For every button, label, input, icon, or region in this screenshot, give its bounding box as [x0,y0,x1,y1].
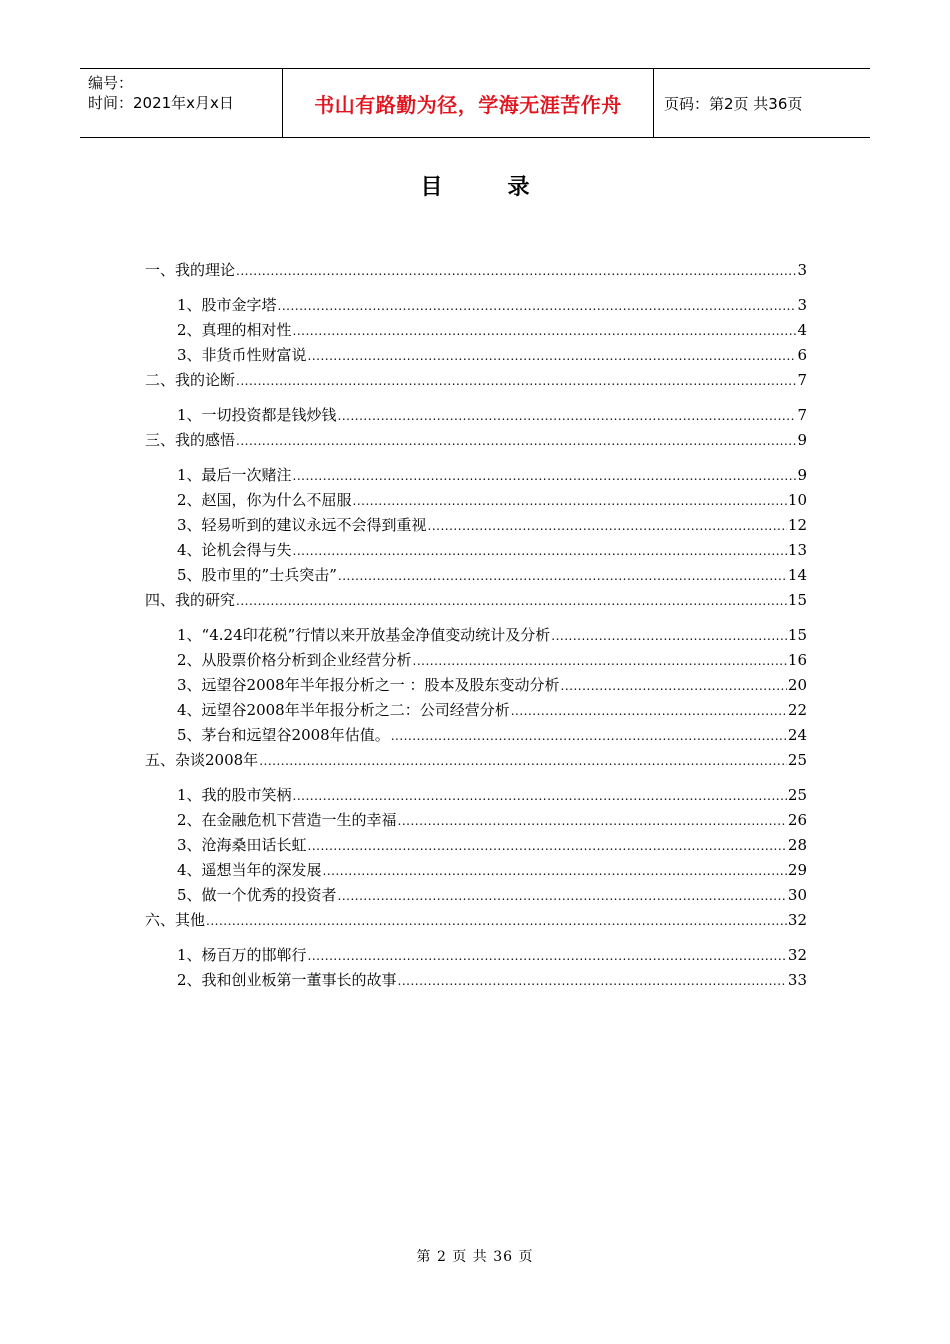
header-page-info: 页码：第2页 共36页 [664,94,803,113]
toc-leader-dots [391,724,787,749]
toc-entry-page-number: 32 [787,946,807,964]
toc-subsection-entry[interactable] [145,883,807,908]
toc-entry-label: 2、真理的相对性 [177,321,292,339]
toc-leader-dots [236,259,796,284]
toc-subsection-entry[interactable] [145,343,807,368]
toc-entry-label: 五、杂谈2008年 [145,751,259,769]
toc-subsection-entry[interactable] [145,943,807,968]
toc-section-entry[interactable] [145,588,807,613]
toc-entry-page-number: 9 [797,431,807,449]
toc-entry-label: 1、我的股市笑柄 [177,786,292,804]
toc-entry-label: 四、我的研究 [145,591,236,609]
toc-leader-dots [259,749,787,774]
toc-entry-label: 3、沧海桑田话长虹 [177,836,307,854]
toc-subsection-entry[interactable] [145,293,807,318]
toc-section-entry[interactable] [145,428,807,453]
toc-leader-dots [308,944,787,969]
toc-leader-dots [551,624,787,649]
toc-entry-page-number: 24 [787,726,807,744]
toc-leader-dots [293,784,787,809]
toc-leader-dots [308,344,797,369]
toc-entry-label: 2、赵国，你为什么不屈服 [177,491,352,509]
toc-subsection-entry[interactable] [145,783,807,808]
toc-entry-page-number: 15 [787,591,807,609]
toc-leader-dots [206,909,787,934]
toc-leader-dots [398,969,787,994]
toc-title [0,170,950,201]
toc-leader-dots [323,859,787,884]
toc-entry-label: 4、遥想当年的深发展 [177,861,322,879]
toc-subsection-entry[interactable] [145,513,807,538]
time-label: 时间：2021年x月x日 [88,94,234,112]
header-motto: 书山有路勤为径，学海无涯苦作舟 [282,69,654,137]
toc-entry-label: 1、股市金字塔 [177,296,277,314]
toc-entry-label: 5、股市里的”士兵突击” [177,566,337,584]
toc-subsection-entry[interactable] [145,968,807,993]
toc-subsection-entry[interactable] [145,403,807,428]
toc-leader-dots [561,674,787,699]
toc-entry-page-number: 16 [787,651,807,669]
toc-entry-label: 2、我和创业板第一董事长的故事 [177,971,397,989]
toc-entry-label: 5、做一个优秀的投资者 [177,886,337,904]
toc-entry-label: 1、杨百万的邯郸行 [177,946,307,964]
toc-leader-dots [511,699,787,724]
toc-subsection-entry[interactable] [145,463,807,488]
toc-entry-page-number: 15 [787,626,807,644]
toc-leader-dots [398,809,787,834]
toc-entry-label: 3、远望谷2008年半年报分析之一 ：股本及股东变动分析 [177,676,560,694]
toc-subsection-entry[interactable] [145,723,807,748]
toc-subsection-entry[interactable] [145,563,807,588]
toc-entry-label: 二、我的论断 [145,371,236,389]
toc-leader-dots [413,649,787,674]
toc-leader-dots [236,369,796,394]
toc-entry-page-number: 6 [797,346,807,364]
toc-entry-page-number: 20 [787,676,807,694]
toc-leader-dots [338,404,797,429]
toc-entry-page-number: 22 [787,701,807,719]
document-header [80,68,870,138]
toc-entry-page-number: 29 [787,861,807,879]
toc-entry-page-number: 9 [797,466,807,484]
toc-entry-page-number: 10 [787,491,807,509]
page-footer: 第 2 页 共 36 页 [416,1249,534,1265]
toc-leader-dots [338,564,787,589]
toc-leader-dots [236,429,796,454]
toc-entry-label: 1、一切投资都是钱炒钱 [177,406,337,424]
toc-entry-label: 三、我的感悟 [145,431,236,449]
table-of-contents [145,258,807,993]
toc-subsection-entry[interactable] [145,318,807,343]
toc-leader-dots [293,464,797,489]
toc-entry-label: 3、轻易听到的建议永远不会得到重视 [177,516,427,534]
toc-subsection-entry[interactable] [145,673,807,698]
toc-entry-page-number: 7 [797,371,807,389]
toc-entry-page-number: 3 [797,261,807,279]
toc-entry-label: 六、其他 [145,911,206,929]
toc-subsection-entry[interactable] [145,698,807,723]
toc-entry-label: 4、论机会得与失 [177,541,292,559]
toc-entry-page-number: 25 [787,786,807,804]
toc-leader-dots [293,539,787,564]
toc-section-entry[interactable] [145,258,807,283]
toc-leader-dots [293,319,797,344]
toc-entry-page-number: 28 [787,836,807,854]
title-char-2: 录 [507,175,530,200]
toc-entry-label: 5、茅台和远望谷2008年估值。 [177,726,390,744]
toc-subsection-entry[interactable] [145,648,807,673]
toc-entry-page-number: 26 [787,811,807,829]
toc-section-entry[interactable] [145,748,807,773]
toc-section-entry[interactable] [145,908,807,933]
toc-entry-page-number: 7 [797,406,807,424]
toc-leader-dots [428,514,787,539]
toc-entry-label: 一、我的理论 [145,261,236,279]
toc-entry-page-number: 33 [787,971,807,989]
toc-entry-page-number: 13 [787,541,807,559]
toc-leader-dots [308,834,787,859]
toc-entry-page-number: 30 [787,886,807,904]
toc-subsection-entry[interactable] [145,623,807,648]
header-meta [80,69,282,137]
toc-entry-label: 1、最后一次赌注 [177,466,292,484]
toc-subsection-entry[interactable] [145,833,807,858]
toc-entry-label: 1、“4.24印花税”行情以来开放基金净值变动统计及分析 [177,626,551,644]
toc-entry-page-number: 4 [797,321,807,339]
toc-entry-label: 3、非货币性财富说 [177,346,307,364]
toc-entry-page-number: 32 [787,911,807,929]
toc-entry-page-number: 3 [797,296,807,314]
toc-subsection-entry[interactable] [145,858,807,883]
toc-entry-label: 2、在金融危机下营造一生的幸福 [177,811,397,829]
toc-leader-dots [236,589,787,614]
toc-entry-page-number: 25 [787,751,807,769]
toc-subsection-entry[interactable] [145,538,807,563]
title-char-1: 目 [420,175,443,200]
toc-entry-page-number: 12 [787,516,807,534]
number-label: 编号： [88,74,134,92]
toc-entry-label: 4、远望谷2008年半年报分析之二：公司经营分析 [177,701,510,719]
toc-subsection-entry[interactable] [145,808,807,833]
toc-entry-label: 2、从股票价格分析到企业经营分析 [177,651,412,669]
toc-subsection-entry[interactable] [145,488,807,513]
toc-leader-dots [353,489,787,514]
toc-section-entry[interactable] [145,368,807,393]
toc-leader-dots [278,294,797,319]
toc-leader-dots [338,884,787,909]
toc-entry-page-number: 14 [787,566,807,584]
